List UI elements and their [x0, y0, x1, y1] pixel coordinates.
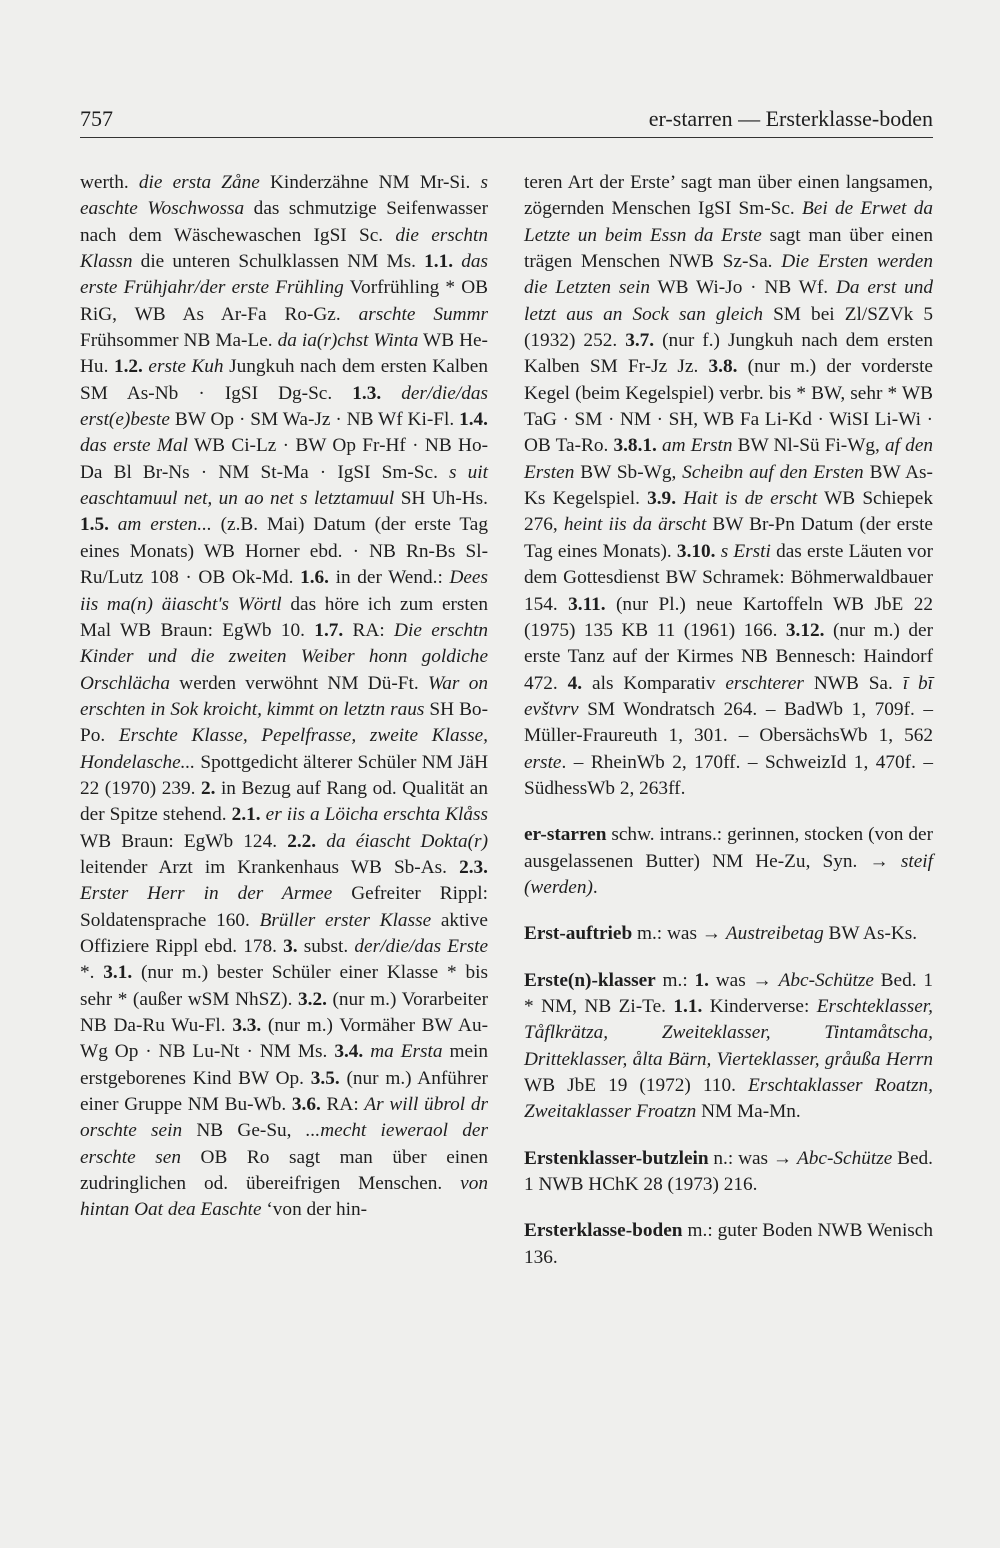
text-run: werden verwöhnt NM Dü-Ft.: [169, 672, 428, 694]
bold-text: 2.1.: [231, 804, 261, 826]
italic-text: steif (werden): [524, 850, 933, 898]
text-run: Jungkuh nach dem ersten Kalben SM As-Nb · IgSI Dg-Sc.: [80, 356, 488, 404]
bold-text: 2.: [200, 777, 216, 799]
entry-continuation: [524, 170, 933, 802]
text-run: [109, 514, 118, 535]
text-run: NWB Sa.: [803, 672, 903, 694]
text-run: SH Uh-Hs.: [394, 488, 488, 510]
italic-text: erste Kuh: [148, 356, 224, 378]
bold-text: 4.: [567, 672, 583, 694]
text-run: das erste Läuten vor dem Gottesdienst BW Schramek: Böhmerwaldbauer 154.: [524, 540, 933, 615]
text-run: BW Sb-Wg,: [574, 461, 683, 483]
text-run: . – RheinWb 2, 170ff. – SchweizId 1, 470f. – SüdhessWb 2, 263ff.: [524, 751, 933, 799]
text-run: WB Ci-Lz · BW Op Fr-Hf · NB Ho-Da Bl Br-Ns · NM St-Ma · IgSI Sm-Sc.: [80, 435, 489, 483]
text-run: [381, 383, 401, 404]
bold-text: 3.8.1.: [613, 435, 657, 457]
text-run: (z.B. Mai) Datum (der erste Tag eines Monats) WB Horner ebd. · NB Rn-Bs Sl-Ru/Lutz 108 · OB Ok-Md.: [80, 514, 489, 589]
bold-text: 3.11.: [568, 593, 606, 615]
text-run: BW Op · SM Wa-Jz · NB Wf Ki-Fl.: [169, 409, 460, 431]
italic-text: am ersten...: [117, 514, 212, 536]
bold-text: 3.: [283, 935, 298, 957]
bold-text: 3.8.: [708, 356, 738, 378]
text-run: (nur f.) Jungkuh nach dem ersten Kalben SM Fr-Jz Jz.: [524, 330, 933, 378]
bold-text: 3.3.: [232, 1015, 262, 1036]
dictionary-entry: [524, 822, 933, 901]
text-run: Kinderverse:: [702, 995, 817, 1017]
text-run: BW As-Ks Kegelspiel.: [524, 461, 933, 510]
italic-text: von hintan Oat dea Easchte: [80, 1173, 488, 1221]
italic-text: arschte Summr: [358, 303, 488, 325]
page-number: 757: [80, 106, 113, 131]
italic-text: Hait is dɐ erscht: [683, 488, 818, 510]
text-run: teren Art der Erste’ sagt man über einen langsamen, zögernden Menschen IgSI Sm-Sc.: [524, 172, 933, 220]
entry-continuation: [80, 170, 488, 1224]
bold-text: 1.4.: [459, 409, 488, 431]
text-run: das höre ich zum ersten Mal WB Braun: EgWb 10.: [80, 593, 488, 641]
text-run: m.: was →: [632, 923, 726, 945]
text-run: Bed. 1 * NM, NB Zi-Te.: [524, 969, 933, 1017]
bold-text: 1.2.: [113, 356, 143, 378]
text-run: SH Bo-Po.: [80, 698, 488, 747]
text-run: WB He-Hu.: [80, 330, 488, 378]
text-run: Gefreiter Rippl: Soldatensprache 160.: [80, 883, 488, 931]
bold-text: 3.12.: [785, 619, 825, 641]
text-run: mein erstgeborenes Kind BW Op.: [80, 1041, 489, 1089]
italic-text: am Erstn: [662, 435, 733, 457]
bold-text: 3.6.: [291, 1094, 321, 1116]
italic-text: ī bī evštvrv: [524, 672, 933, 720]
text-run: .: [592, 876, 598, 898]
text-run: (nur m.) bester Schüler einer Klasse * bis sehr * (außer wSM NhSZ).: [80, 962, 488, 1010]
italic-text: s easchte Woschwossa: [80, 172, 488, 220]
bold-text: 1.5.: [80, 514, 109, 536]
bold-text: 1.: [694, 969, 709, 991]
italic-text: ...mecht iewerаol der erschte sen: [80, 1120, 488, 1168]
dictionary-entry: [524, 921, 933, 947]
text-run: WB Wi-Jo · NB Wf.: [649, 277, 836, 299]
italic-text: die ersta Zåne: [138, 172, 260, 193]
bold-text: 3.5.: [310, 1067, 340, 1089]
italic-text: erschterer: [725, 672, 804, 694]
italic-text: Bei de Erwet da Letzte un beim Essn da Erste: [524, 198, 933, 246]
italic-text: Scheibn auf den Ersten: [682, 461, 864, 483]
bold-text: Erste(n)-klasser: [524, 969, 656, 991]
text-run: RA:: [320, 1094, 365, 1116]
italic-text: das erste Frühjahr/der erste Frühling: [80, 251, 488, 299]
italic-text: heint iis da ärscht: [563, 514, 707, 536]
text-run: m.:: [655, 969, 695, 991]
text-run: [316, 831, 326, 852]
text-run: Kinderzähne NM Mr-Si.: [259, 172, 481, 193]
italic-text: ma Ersta: [370, 1041, 443, 1063]
right-column: [524, 170, 933, 1271]
italic-text: Dees iis ma(n) äiascht's Wörtl: [80, 567, 488, 615]
text-run: *.: [80, 962, 104, 984]
text-run: BW Br-Pn Datum (der erste Tag eines Monats).: [524, 514, 933, 562]
bold-text: 1.7.: [314, 619, 344, 641]
italic-text: da ia(r)chst Winta: [277, 330, 419, 352]
italic-text: Abc-Schütze: [797, 1147, 893, 1169]
text-run: m.: guter Boden NWB Wenisch 136.: [524, 1220, 933, 1268]
italic-text: Erschteklasser, Tåflkrätza, Zweiteklasser, Tintamåtscha, Dritteklasser, ålta Bärn, Vierteklasser, gråußa Herrn: [524, 995, 933, 1070]
bold-text: Erstenklasser-butzlein: [524, 1147, 709, 1169]
italic-text: der/die/das Erste: [354, 935, 489, 957]
header-rule: [80, 137, 933, 138]
text-run: Bed. 1 NWB HChK 28 (1973) 216.: [524, 1147, 934, 1196]
italic-text: er iis a Löicha erschta Klåss: [265, 804, 488, 826]
text-run: Frühsommer NB Ma-Le.: [80, 330, 278, 352]
italic-text: af den Ersten: [524, 435, 934, 483]
text-run: leitender Arzt im Krankenhaus WB Sb-As.: [80, 856, 460, 878]
italic-text: die erschtn Klassn: [80, 224, 488, 273]
text-run: das schmutzige Seifenwasser nach dem Wäschewaschen IgSI Sc.: [80, 198, 488, 246]
italic-text: der/die/das erst(e)beste: [80, 382, 488, 431]
text-run: WB Braun: EgWb 124.: [80, 830, 288, 852]
text-run: RA:: [343, 619, 395, 641]
text-run: (nur m.) der vorderste Kegel (beim Kegelspiel) verbr. bis * BW, sehr * WB TaG · SM · NM · SH, WB Fa Li-Kd · WiSI Li-Wi · OB Ta-Ro.: [524, 356, 933, 457]
italic-text: Die erschtn Kinder und die zweiten Weiber honn goldiche Orschlächa: [80, 619, 488, 694]
bold-text: 3.2.: [297, 988, 327, 1010]
text-run: BW As-Ks.: [823, 923, 918, 945]
text-run: ‘von der hin-: [261, 1199, 368, 1221]
dictionary-entry: [524, 1146, 933, 1199]
italic-text: Abc-Schütze: [778, 969, 874, 991]
text-run: (nur Pl.) neue Kartoffeln WB JbE 22 (1975) 135 KB 11 (1961) 166.: [524, 593, 933, 641]
text-run: WB JbE 19 (1972) 110.: [524, 1075, 748, 1096]
bold-text: 3.7.: [625, 330, 655, 352]
text-run: in Bezug auf Rang od. Qualität an der Spitze stehend.: [80, 777, 488, 826]
bold-text: 3.1.: [103, 962, 133, 984]
bold-text: 2.2.: [287, 830, 317, 852]
bold-text: Ersterklasse-boden: [524, 1220, 683, 1242]
italic-text: Austreibetag: [725, 923, 824, 945]
text-run: aktive Offiziere Rippl ebd. 178.: [80, 909, 488, 957]
italic-text: Erschtaklasser Roatzn, Zweitaklasser Froatzn: [524, 1075, 933, 1123]
text-run: SM bei Zl/SZVk 5 (1932) 252.: [524, 303, 933, 352]
text-run: in der Wend.:: [328, 567, 450, 589]
text-run: BW Nl-Sü Fi-Wg,: [732, 435, 886, 457]
running-title: er-starren — Ersterklasse-boden: [648, 106, 933, 131]
text-run: (nur m.) Anführer einer Gruppe NM Bu-Wb.: [80, 1067, 488, 1116]
italic-text: s Ersti: [720, 540, 771, 562]
text-run: n.: was →: [708, 1147, 797, 1169]
text-run: Vorfrühling * OB RiG, WB As Ar-Fa Ro-Gz.: [80, 277, 488, 325]
bold-text: 1.1.: [673, 995, 703, 1017]
text-run: (nur m.) Vormäher BW Au-Wg Op · NB Lu-Nt · NM Ms.: [80, 1015, 489, 1063]
bold-text: 1.1.: [424, 251, 454, 273]
bold-text: 3.4.: [334, 1041, 364, 1063]
text-run: was →: [708, 969, 779, 991]
italic-text: Erschte Klasse, Pepelfrasse, zweite Klasse, Hondelasche...: [80, 725, 488, 773]
bold-text: Erst-auftrieb: [524, 923, 633, 945]
italic-text: War on erschten in Sok kroicht, kimmt on letztn raus: [80, 672, 488, 720]
bold-text: 1.3.: [352, 382, 382, 404]
text-run: subst.: [297, 935, 355, 957]
bold-text: er-starren: [524, 824, 607, 846]
text-run: schw. intrans.: gerinnen, stocken (von der ausgelassenen Butter) NM He-Zu, Syn. →: [524, 824, 933, 872]
italic-text: Ar will übrol dr orschte sein: [80, 1094, 488, 1142]
dictionary-entry: [524, 968, 933, 1126]
text-run: sagt man über einen trägen Menschen NWB Sz-Sa.: [524, 224, 933, 273]
italic-text: Die Ersten werden die Letzten sein: [524, 251, 933, 299]
text-run: als Komparativ: [582, 672, 726, 694]
italic-text: da éiascht Dokta(r): [326, 830, 488, 852]
bold-text: 3.9.: [647, 488, 677, 510]
bold-text: 2.3.: [459, 856, 488, 878]
bold-text: 1.6.: [300, 567, 329, 589]
text-run: SM Wondratsch 264. – BadWb 1, 709f. – Müller-Fraureuth 1, 301. – ObersächsWb 1, 562: [524, 698, 933, 747]
text-run: (nur m.) Vorarbeiter NB Da-Ru Wu-Fl.: [80, 988, 489, 1036]
italic-text: erste: [524, 751, 562, 773]
text-run: NB Ge-Su,: [182, 1120, 306, 1142]
text-run: werth.: [80, 172, 139, 193]
dictionary-entry: [524, 1218, 933, 1271]
italic-text: Brüller erster Klasse: [259, 909, 432, 931]
bold-text: 3.10.: [676, 540, 716, 562]
text-run: die unteren Schulklassen NM Ms.: [132, 251, 425, 273]
text-run: WB Schiepek 276,: [524, 488, 934, 536]
italic-text: s uit easchtamuul net, un ao net s letztamuul: [80, 461, 489, 510]
text-run: NM Ma-Mn.: [696, 1101, 801, 1123]
text-run: Spottgedicht älterer Schüler NM JäH 22 (1970) 239.: [80, 751, 488, 799]
page-header: [80, 106, 933, 132]
text-run: (nur m.) der erste Tanz auf der Kirmes NB Bennesch: Haindorf 472.: [524, 619, 933, 694]
text-run: OB Ro sagt man über einen zudringlichen od. übereifrigen Menschen.: [80, 1146, 488, 1195]
italic-text: das erste Mal: [80, 435, 188, 457]
text-run: [453, 251, 461, 272]
italic-text: Da erst und letzt aus an Sock san gleich: [524, 277, 933, 325]
italic-text: Erster Herr in der Armee: [80, 883, 333, 905]
left-column: [80, 170, 488, 1224]
